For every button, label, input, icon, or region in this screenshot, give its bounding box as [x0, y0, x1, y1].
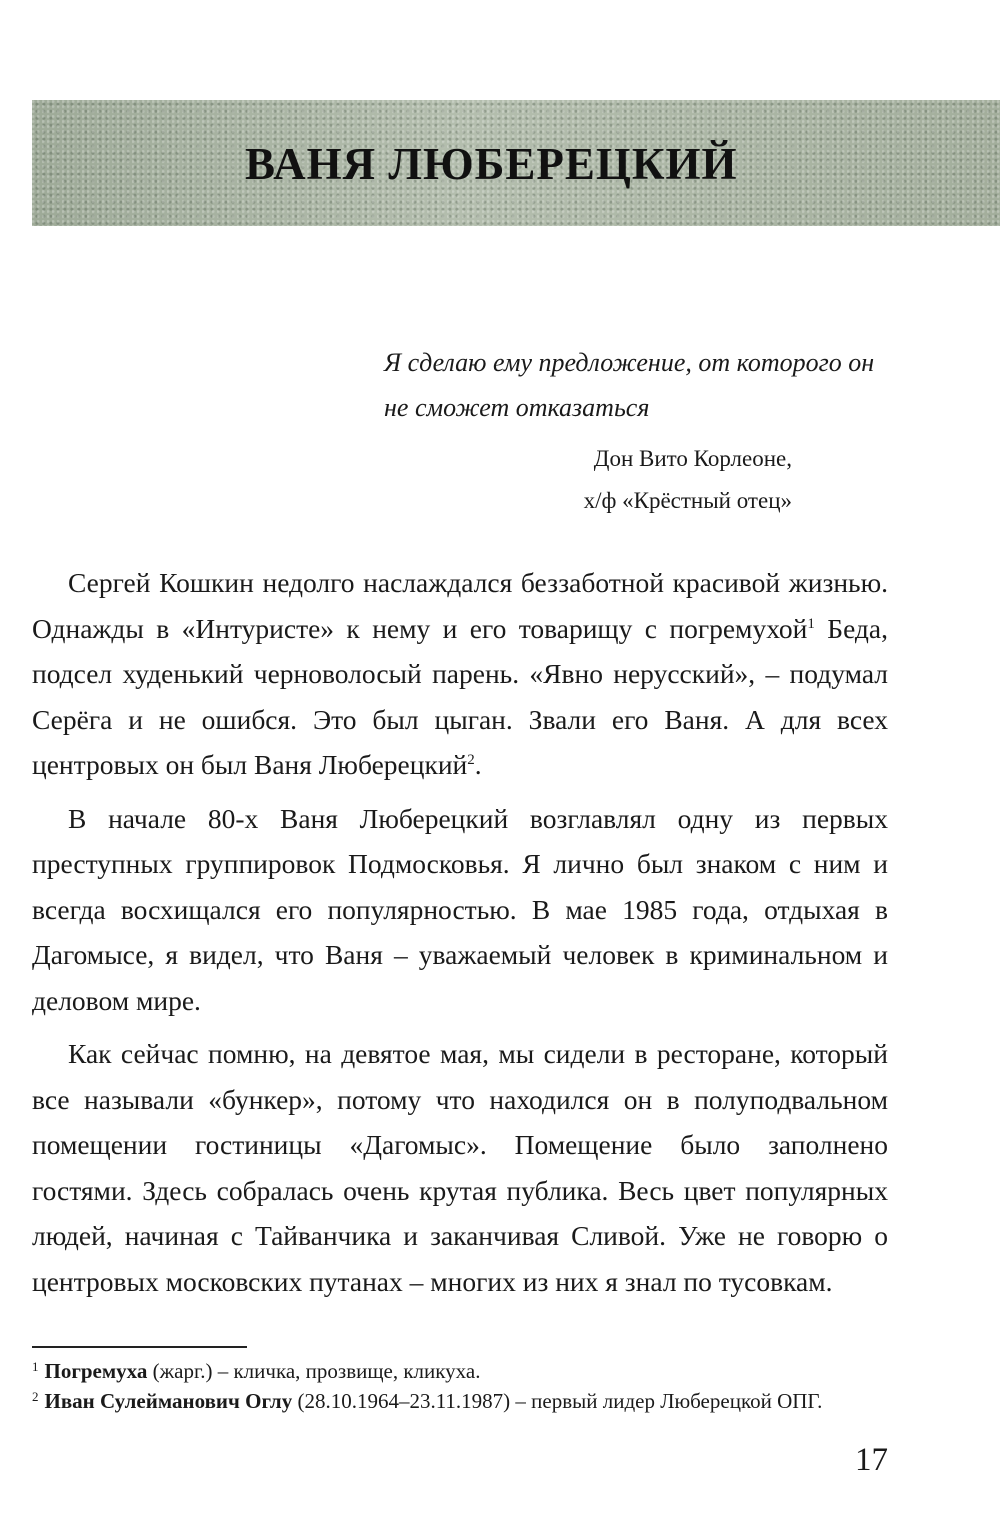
footnote-ref-2: 2: [467, 752, 475, 768]
paragraph-1: [32, 560, 888, 788]
footnotes: [32, 1356, 888, 1416]
footnote-2: [32, 1386, 888, 1416]
paragraph-1-part-b: Беда, подсел худенький черноволосый парень. «Явно нерусский», – подумал Серёга и не ошибся. Это был цыган. Звали его Ваня. А для всех центровых он был Ваня Люберецкий: [32, 612, 888, 780]
paragraph-1-part-c: .: [474, 749, 482, 780]
epigraph-author: Дон Вито Корлеоне,: [593, 446, 792, 471]
footnote-1-term: Погремуха: [44, 1359, 148, 1383]
footnote-ref-1: 1: [807, 615, 815, 632]
paragraph-1-part-a: Сергей Кошкин недолго наслаждался беззаботной красивой жизнью. Однажды в «Интуристе» к нему и его товарищу с погремухой: [32, 567, 888, 644]
paragraph-2: В начале 80-х Ваня Люберецкий возглавлял одну из первых преступных группировок Подмосковья. Я лично был знаком с ним и всегда восхищался его популярностью. В мае 1985 года, отдыхая в Дагомысе, я видел, что Ваня – уважаемый человек в криминальном и деловом мире.: [32, 802, 888, 1016]
paragraph-3: Как сейчас помню, на девятое мая, мы сидели в ресторане, который все называли «бункер», потому что находился он в полуподвальном помещении гостиницы «Дагомыс». Помещение было заполнено гостями. Здесь собралась очень крутая публика. Весь цвет популярных людей, начиная с Тайванчика и заканчивая Сливой. Уже не говорю о центровых московских путанах – многих из них я знал по тусовкам.: [32, 1038, 888, 1297]
footnote-1-text: (жарг.) – кличка, прозвище, кликуха.: [147, 1359, 481, 1383]
epigraph: [384, 340, 904, 522]
footnote-divider: [32, 1346, 247, 1348]
page-number: 17: [855, 1442, 888, 1478]
footnote-2-term: Иван Сулейманович Оглу: [44, 1389, 293, 1413]
epigraph-quote: Я сделаю ему предложение, от которого он не сможет отказаться: [384, 348, 875, 422]
chapter-title: ВАНЯ ЛЮБЕРЕЦКИЙ: [245, 139, 738, 189]
body-text: [32, 560, 888, 1312]
footnote-1-number: 1: [32, 1359, 39, 1374]
epigraph-film: х/ф «Крёстный отец»: [583, 488, 792, 513]
footnote-2-text: (28.10.1964–23.11.1987) – первый лидер Люберецкой ОПГ.: [292, 1389, 823, 1413]
footnote-1: [32, 1356, 888, 1386]
epigraph-source: [384, 438, 792, 522]
footnote-2-number: 2: [32, 1389, 39, 1404]
